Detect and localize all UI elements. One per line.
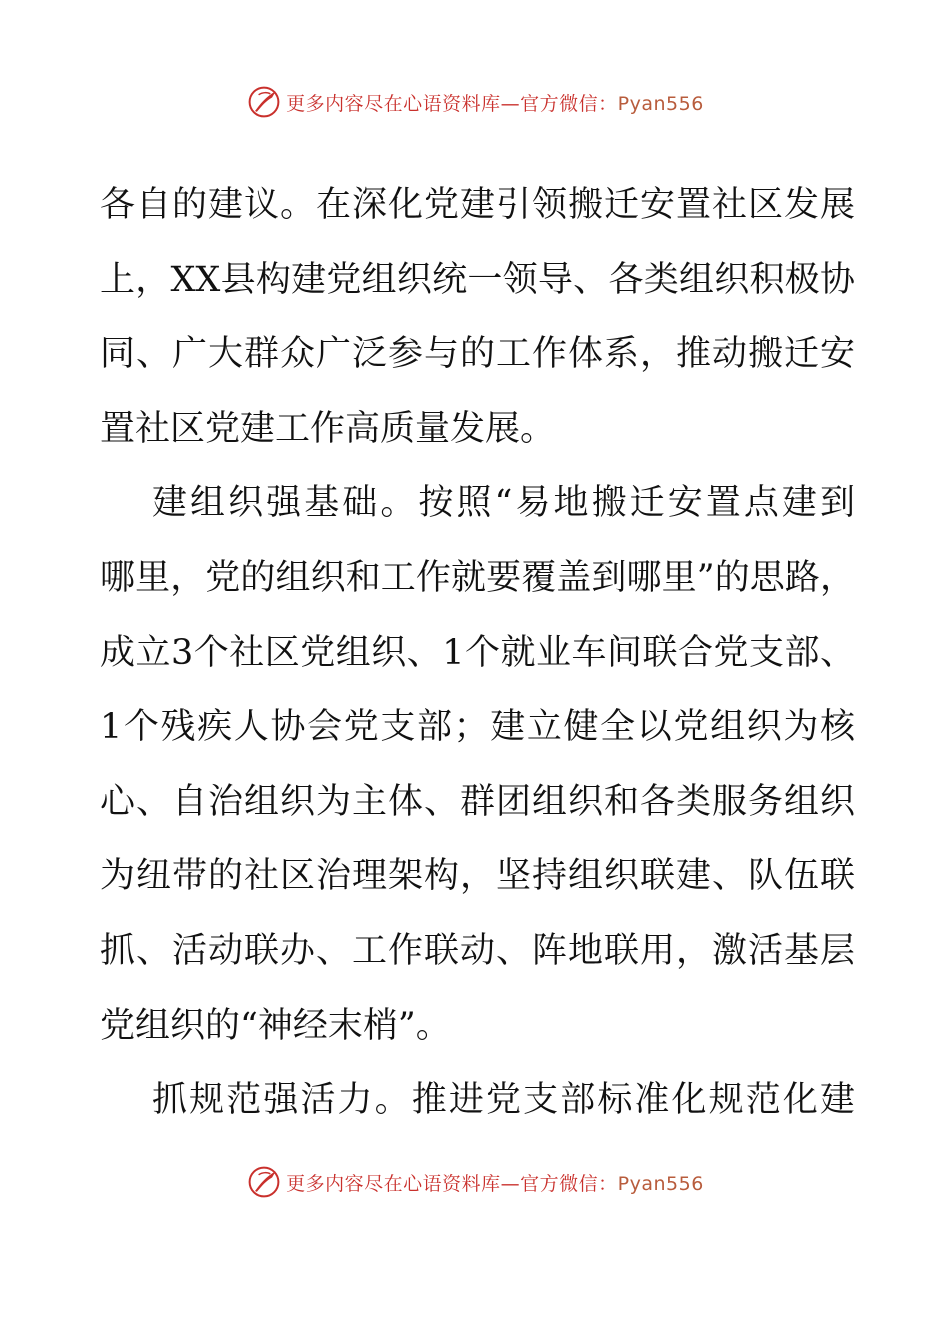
text-line: 1个残疾人协会党支部；建立健全以党组织为核 [100,707,855,748]
text-line: 上，XX县构建党组织统一领导、各类组织积极协 [100,259,855,300]
text-line: 各自的建议。在深化党建引领搬迁安置社区发展 [100,185,855,225]
pen-logo-icon [246,1164,282,1200]
text-line: 为纽带的社区治理架构，坚持组织联建、队伍联 [100,856,855,897]
wechat-id: Pyan556 [617,1172,704,1195]
text-line: 置社区党建工作高质量发展。 [100,408,556,449]
pen-logo-icon [246,84,282,120]
text-line: 党组织的“神经末梢”。 [100,1005,451,1046]
banner-slogan: 更多内容尽在心语资料库—官方微信： [286,92,618,115]
banner-slogan: 更多内容尽在心语资料库—官方微信： [286,1172,618,1195]
banner-text [286,1169,704,1196]
text-line: 同、广大群众广泛参与的工作体系，推动搬迁安 [100,334,855,375]
text-line: 哪里，党的组织和工作就要覆盖到哪里”的思路， [100,557,855,598]
text-line: 心、自治组织为主体、群团组织和各类服务组织 [100,781,855,822]
banner-text [286,89,704,116]
text-line: 抓、活动联办、工作联动、阵地联用，激活基层 [100,930,855,971]
paragraph-start-line: 建组织强基础。按照“易地搬迁安置点建到 [152,483,855,524]
paragraph-start-line: 抓规范强活力。推进党支部标准化规范化建 [152,1080,855,1121]
text-line: 成立3个社区党组织、1个就业车间联合党支部、 [100,632,855,673]
document-body [100,168,855,1138]
header-banner [0,82,950,122]
wechat-id: Pyan556 [617,92,704,115]
footer-banner [0,1162,950,1202]
